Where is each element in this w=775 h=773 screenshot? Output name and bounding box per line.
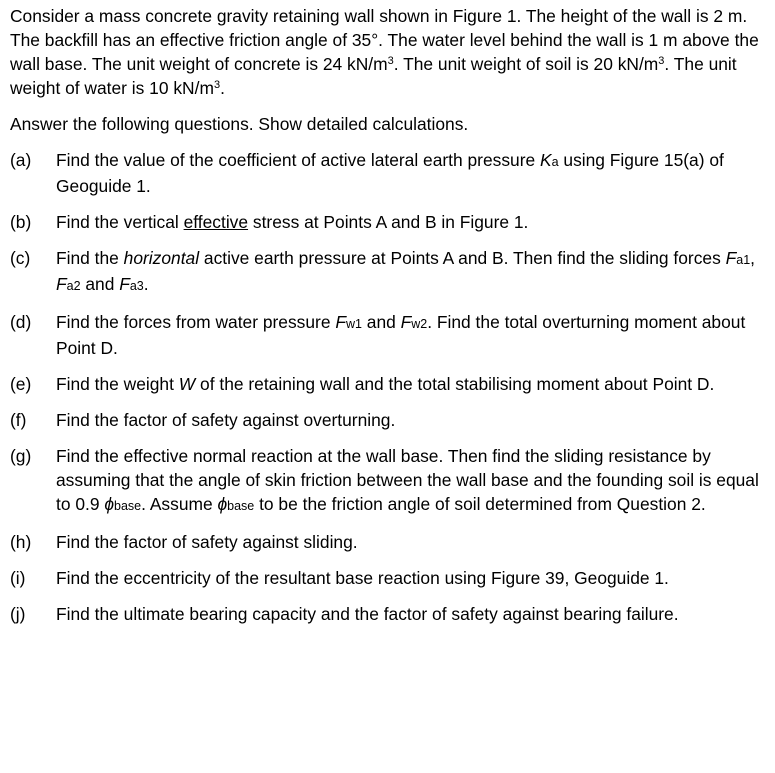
question-text: Find the weight W of the retaining wall and the total stabilising moment about Point D. (56, 374, 715, 394)
question-label: (c) (10, 248, 31, 268)
question-text: Find the eccentricity of the resultant base reaction using Figure 39, Geoguide 1. (56, 568, 669, 588)
superscript: 3 (658, 55, 665, 67)
question-text: Find the horizontal active earth pressure at Points A and B. Then find the sliding forces Fa1, Fa2 and Fa3. (56, 248, 755, 294)
question-label: (f) (10, 410, 27, 430)
intro-text-2: . The unit weight of soil is 20 kN/m (393, 54, 659, 74)
question-text: Find the effective normal reaction at the wall base. Then find the sliding resistance by assuming that the angle of skin friction between the wall base and the founding soil is equal to 0.9 ϕbase. Assume ϕbase to be the friction angle of soil determined from Question 2. (56, 446, 759, 514)
question-text: Find the ultimate bearing capacity and the factor of safety against bearing failure. (56, 604, 679, 624)
question-b (10, 210, 775, 234)
intro-paragraph (10, 4, 775, 100)
question-i (10, 566, 775, 590)
question-d (10, 310, 775, 360)
question-a (10, 148, 775, 198)
instructions: Answer the following questions. Show detailed calculations. (10, 114, 469, 134)
question-label: (i) (10, 568, 26, 588)
question-c (10, 246, 775, 298)
question-text: Find the factor of safety against overturning. (56, 410, 396, 430)
question-e (10, 372, 775, 396)
intro-text-4: . (220, 78, 225, 98)
question-text: Find the vertical effective stress at Points A and B in Figure 1. (56, 212, 529, 232)
question-h (10, 530, 775, 554)
question-label: (a) (10, 150, 32, 170)
intro-text-3: . The unit weight of water is 10 kN/m (10, 54, 737, 98)
question-text: Find the factor of safety against sliding. (56, 532, 358, 552)
intro-text-1: Consider a mass concrete gravity retaining wall shown in Figure 1. The height of the wall is 2 m. The backfill has an effective friction angle of 35°. The water level behind the wall is 1 m above the wall base. The unit weight of concrete is 24 kN/m (10, 6, 759, 74)
question-label: (h) (10, 532, 32, 552)
question-text: Find the value of the coefficient of active lateral earth pressure Ka using Figure 15(a) of Geoguide 1. (56, 150, 724, 196)
question-label: (e) (10, 374, 32, 394)
question-text: Find the forces from water pressure Fw1 and Fw2. Find the total overturning moment about Point D. (56, 312, 746, 358)
question-j (10, 602, 775, 626)
question-g (10, 444, 775, 518)
question-f (10, 408, 775, 432)
superscript: 3 (387, 55, 394, 67)
question-label: (b) (10, 212, 32, 232)
question-label: (g) (10, 446, 32, 466)
question-label: (d) (10, 312, 32, 332)
superscript: 3 (213, 79, 221, 91)
question-label: (j) (10, 604, 26, 624)
